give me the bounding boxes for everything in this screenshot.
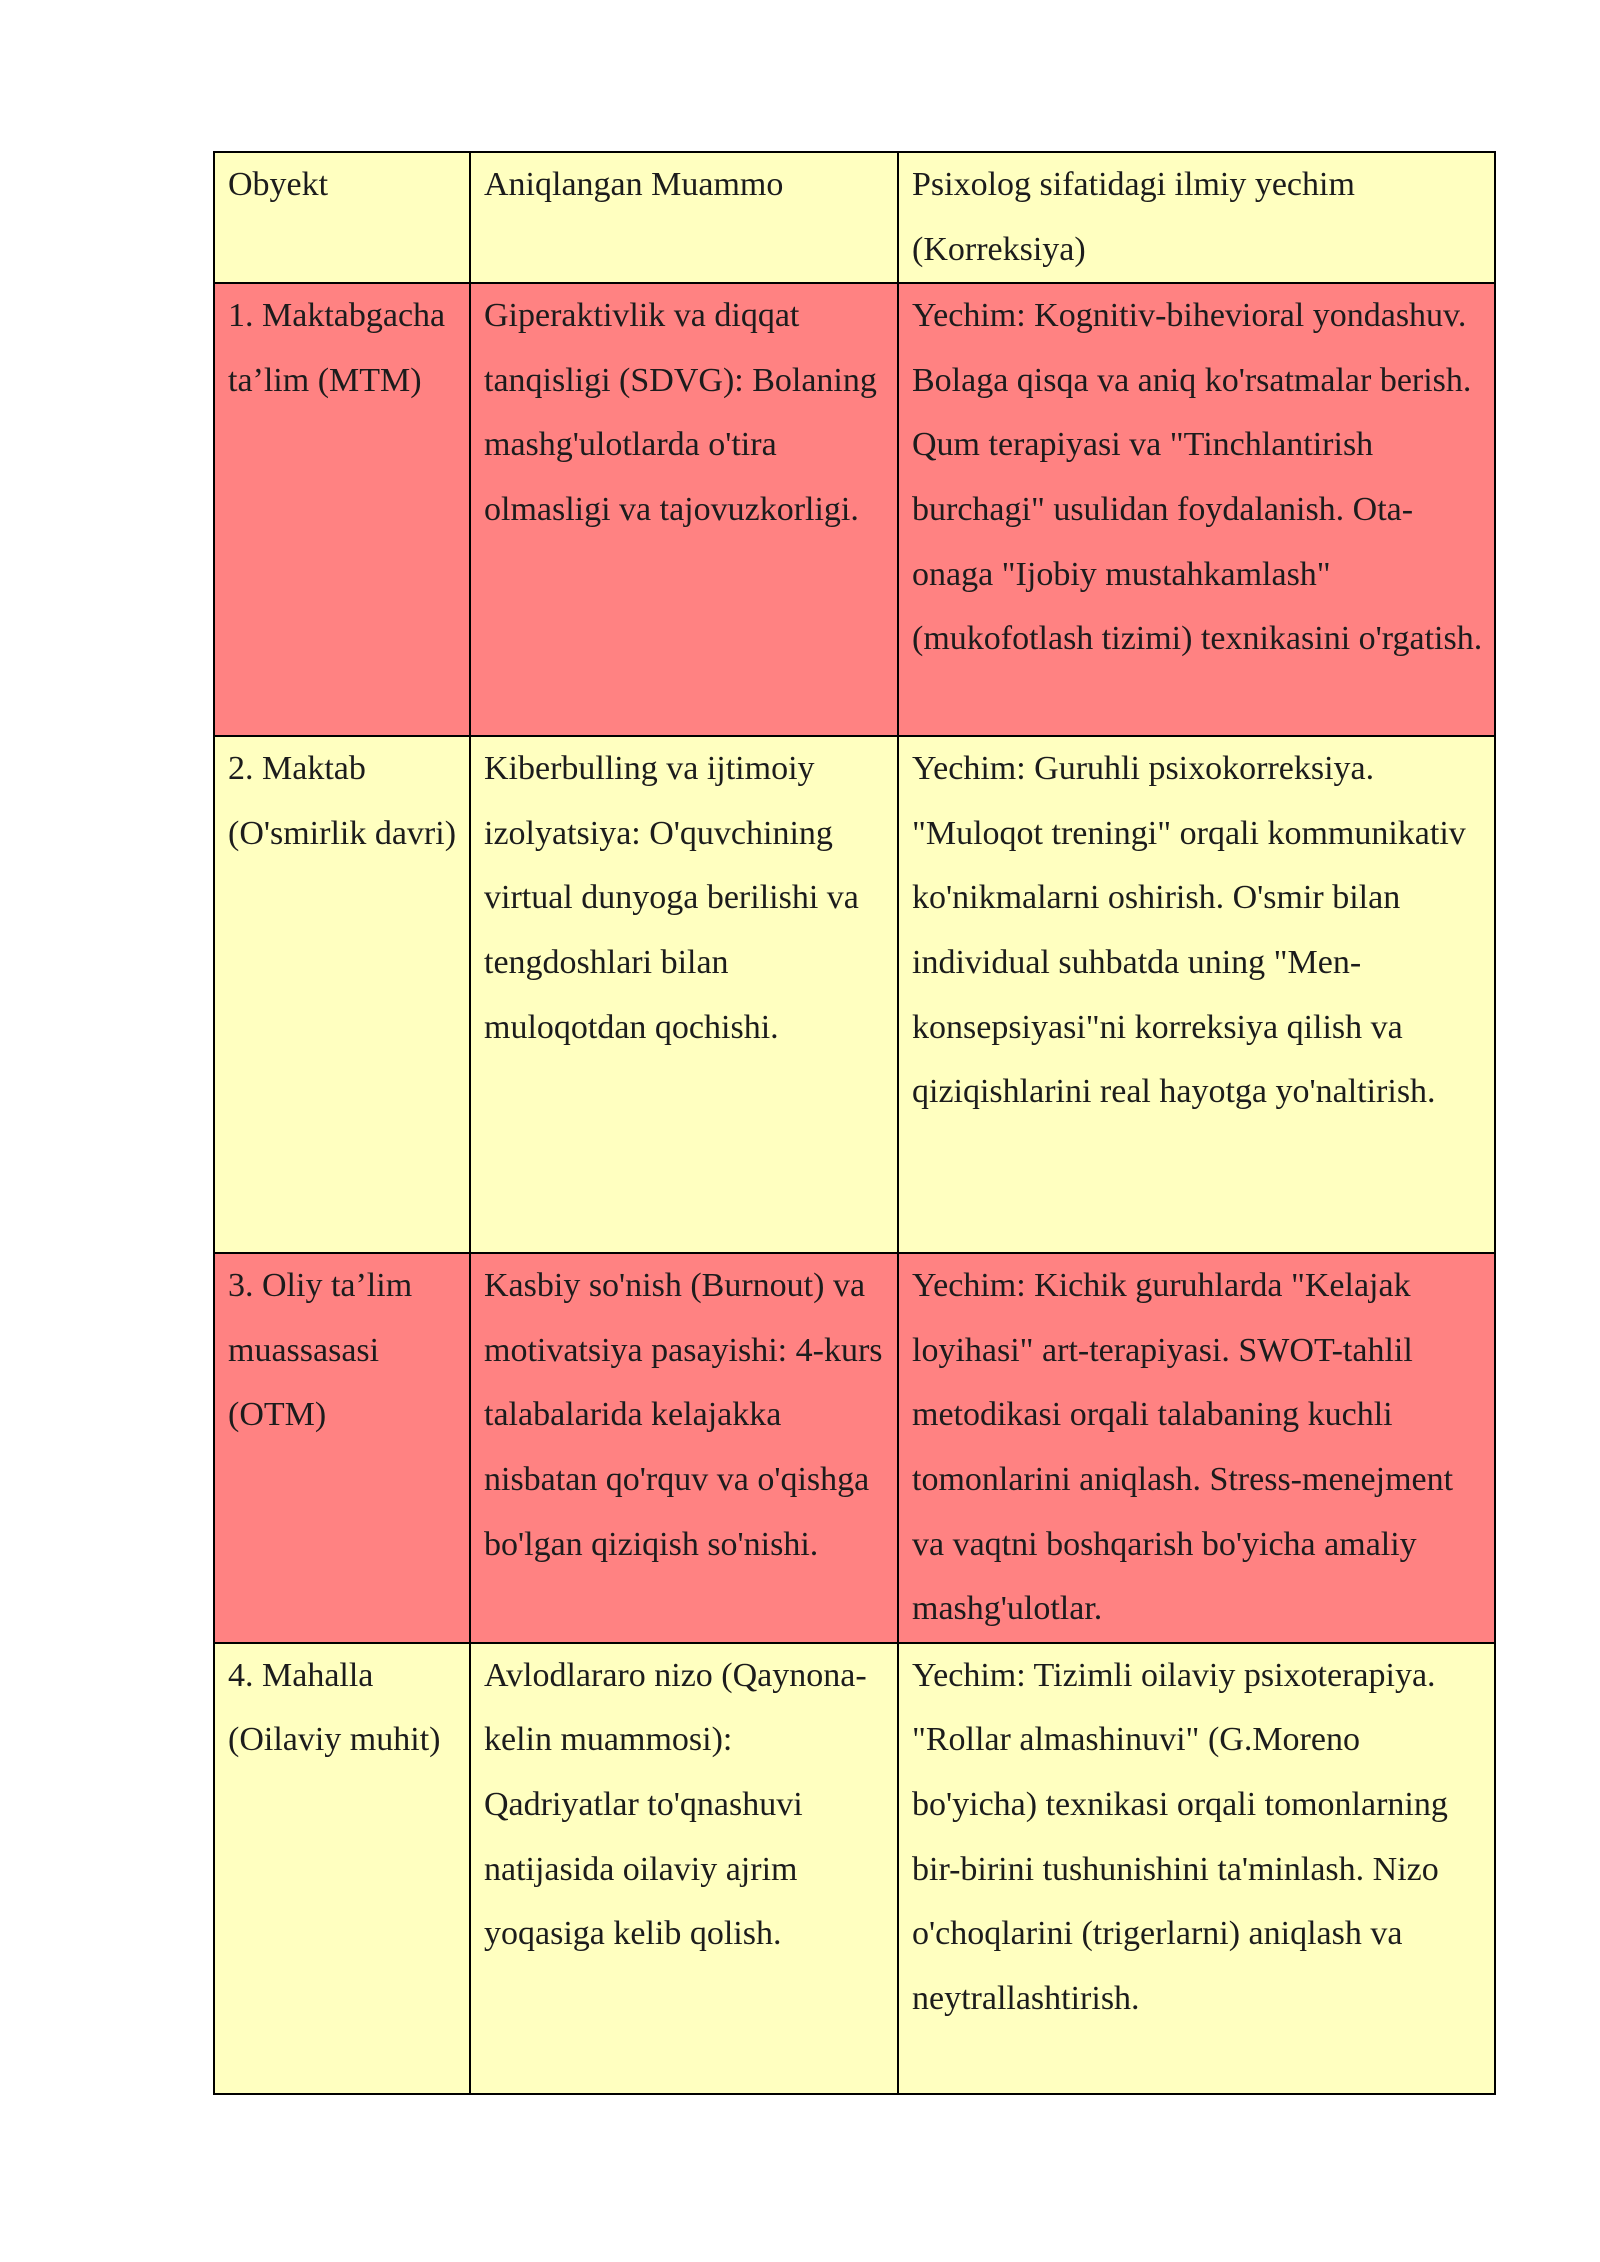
table-row — [214, 1253, 1495, 1643]
table-row — [214, 1643, 1495, 2094]
correction-table — [213, 151, 1496, 2095]
object-cell: 4. Mahalla (Oilaviy muhit) — [214, 1643, 470, 2094]
problem-cell: Giperaktivlik va diqqat tanqisligi (SDVG): Bolaning mashg'ulotlarda o'tira olmasligi va tajovuzkorligi. — [470, 283, 898, 736]
solution-cell: Yechim: Tizimli oilaviy psixoterapiya. "Rollar almashinuvi" (G.Moreno bo'yicha) texnikasi orqali tomonlarning bir-birini tushunishini ta'minlash. Nizo o'choqlarini (trigerlarni) aniqlash va neytrallashtirish. — [898, 1643, 1495, 2094]
header-problem-cell: Aniqlangan Muammo — [470, 152, 898, 283]
table-row — [214, 283, 1495, 736]
problem-cell: Kiberbulling va ijtimoiy izolyatsiya: O'quvchining virtual dunyoga berilishi va tengdoshlari bilan muloqotdan qochishi. — [470, 736, 898, 1253]
header-solution-cell: Psixolog sifatidagi ilmiy yechim (Korreksiya) — [898, 152, 1495, 283]
object-cell: 1. Maktabgacha ta’lim (MTM) — [214, 283, 470, 736]
solution-cell: Yechim: Guruhli psixokorreksiya. "Muloqot treningi" orqali kommunikativ ko'nikmalarni oshirish. O'smir bilan individual suhbatda uning "Men-konsepsiyasi"ni korreksiya qilish va qiziqishlarini real hayotga yo'naltirish. — [898, 736, 1495, 1253]
problem-cell: Avlodlararo nizo (Qaynona-kelin muammosi): Qadriyatlar to'qnashuvi natijasida oilaviy ajrim yoqasiga kelib qolish. — [470, 1643, 898, 2094]
problem-cell: Kasbiy so'nish (Burnout) va motivatsiya pasayishi: 4-kurs talabalarida kelajakka nisbatan qo'rquv va o'qishga bo'lgan qiziqish so'nishi. — [470, 1253, 898, 1643]
table-row — [214, 736, 1495, 1253]
solution-cell: Yechim: Kognitiv-bihevioral yondashuv. Bolaga qisqa va aniq ko'rsatmalar berish. Qum terapiyasi va "Tinchlantirish burchagi" usulidan foydalanish. Ota-onaga "Ijobiy mustahkamlash" (mukofotlash tizimi) texnikasini o'rgatish. — [898, 283, 1495, 736]
solution-cell: Yechim: Kichik guruhlarda "Kelajak loyihasi" art-terapiyasi. SWOT-tahlil metodikasi orqali talabaning kuchli tomonlarini aniqlash. Stress-menejment va vaqtni boshqarish bo'yicha amaliy mashg'ulotlar. — [898, 1253, 1495, 1643]
object-cell: 3. Oliy ta’lim muassasasi (OTM) — [214, 1253, 470, 1643]
header-object-cell: Obyekt — [214, 152, 470, 283]
table-header-row — [214, 152, 1495, 283]
object-cell: 2. Maktab (O'smirlik davri) — [214, 736, 470, 1253]
